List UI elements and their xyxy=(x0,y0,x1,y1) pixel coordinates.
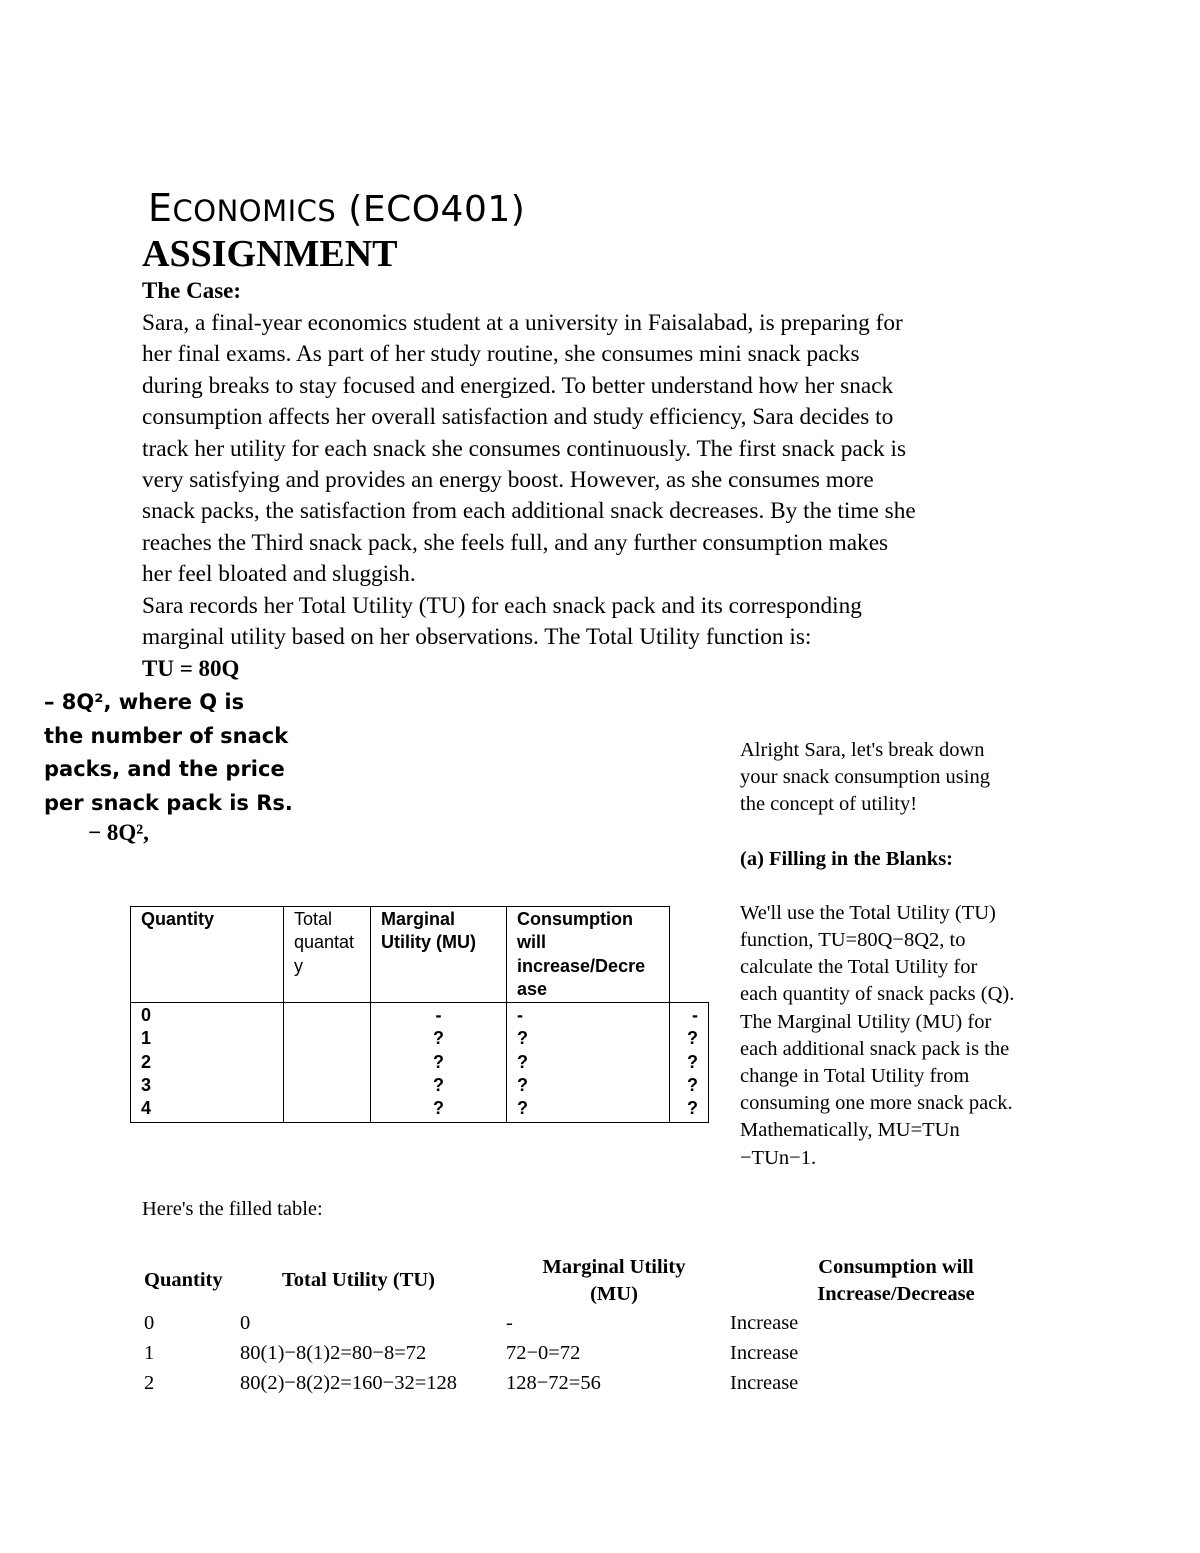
case-line: very satisfying and provides an energy boost. However, as she consumes more xyxy=(142,467,874,494)
intro-line: your snack consumption using xyxy=(740,766,990,789)
case-line: marginal utility based on her observations. The Total Utility function is: xyxy=(142,624,812,651)
side-note-line: – 8Q², where Q is xyxy=(44,690,245,714)
table-row-q: 2 xyxy=(144,1372,155,1394)
case-heading: The Case: xyxy=(142,278,242,303)
explanation-column xyxy=(740,737,1070,1172)
table-row-mu: 72−0=72 xyxy=(506,1342,581,1364)
filled-header-tu: Total Utility (TU) xyxy=(282,1269,435,1291)
body-line: change in Total Utility from xyxy=(740,1065,970,1088)
case-line: Sara records her Total Utility (TU) for each snack pack and its corresponding xyxy=(142,592,862,619)
side-note xyxy=(44,686,293,820)
side-note-line: per snack pack is Rs. xyxy=(44,790,293,815)
side-note-line: the number of snack xyxy=(44,723,289,748)
side-tail: − 8Q², xyxy=(88,820,149,845)
body-line: The Marginal Utility (MU) for xyxy=(740,1010,992,1033)
total-column xyxy=(284,1003,371,1122)
header-consumption: Consumption will increase/Decre ase xyxy=(507,907,670,1003)
blank-utility-table xyxy=(130,906,709,1123)
table-row-tu: 80(2)−8(2)2=160−32=128 xyxy=(240,1372,458,1394)
table-row-mu: - xyxy=(506,1312,513,1334)
body-line: each quantity of snack packs (Q). xyxy=(740,983,1015,1006)
body-line: calculate the Total Utility for xyxy=(740,956,978,979)
intro-line: the concept of utility! xyxy=(740,793,918,816)
consumption-column: - ? ? ? ? xyxy=(507,1003,670,1122)
body-line: We'll use the Total Utility (TU) xyxy=(740,901,996,924)
side-note-line: packs, and the price xyxy=(44,757,285,781)
case-line: snack packs, the satisfaction from each additional snack decreases. By the time she xyxy=(142,498,916,525)
table-header-row xyxy=(131,907,709,1003)
table-body-row xyxy=(131,1003,709,1122)
table-row-q: 1 xyxy=(144,1342,155,1364)
body-line: each additional snack pack is the xyxy=(740,1037,1010,1060)
body-line: −TUn−1. xyxy=(740,1146,817,1169)
course-title: ECONOMICS (ECO401) xyxy=(148,186,526,230)
header-marginal: Marginal Utility (MU) xyxy=(371,907,507,1003)
table-row-tu: 0 xyxy=(240,1312,251,1334)
case-line: during breaks to stay focused and energized. To better understand how her snack xyxy=(142,372,894,399)
table-row-consumption: Increase xyxy=(730,1342,799,1364)
body-line: consuming one more snack pack. xyxy=(740,1092,1013,1115)
filled-table-intro: Here's the filled table: xyxy=(142,1198,323,1220)
table-row-q: 0 xyxy=(144,1312,155,1334)
case-line: Sara, a final-year economics student at a university in Faisalabad, is preparing for xyxy=(142,310,903,336)
filled-header-consumption: Consumption will Increase/Decrease xyxy=(817,1256,975,1305)
table-row-consumption: Increase xyxy=(730,1312,799,1334)
filled-header-mu: Marginal Utility (MU) xyxy=(542,1256,686,1305)
body-line: function, TU=80Q−8Q2, to xyxy=(740,929,966,952)
case-line: reaches the Third snack pack, she feels full, and any further consumption makes xyxy=(142,529,889,556)
table-row-mu: 128−72=56 xyxy=(506,1372,601,1394)
case-line: consumption affects her overall satisfaction and study efficiency, Sara decides to xyxy=(142,404,894,431)
quantity-column: 0 1 2 3 4 xyxy=(131,1003,284,1122)
table-row-consumption: Increase xyxy=(730,1372,799,1394)
case-line: her feel bloated and sluggish. xyxy=(142,561,416,588)
assignment-title: ASSIGNMENT xyxy=(142,233,398,275)
filled-header-quantity: Quantity xyxy=(144,1269,223,1291)
extra-column: - ? ? ? ? xyxy=(670,1003,709,1122)
marginal-column: - ? ? ? ? xyxy=(371,1003,507,1122)
header-quantity: Quantity xyxy=(131,907,284,1003)
intro-line: Alright Sara, let's break down xyxy=(740,739,985,761)
tu-function: TU = 80Q xyxy=(142,656,240,681)
case-line: track her utility for each snack she consumes continuously. The first snack pack is xyxy=(142,435,907,462)
header-total: Total quantat y xyxy=(284,907,371,1003)
case-line: her final exams. As part of her study routine, she consumes mini snack packs xyxy=(142,341,860,368)
header-extra xyxy=(670,907,709,1003)
section-heading: (a) Filling in the Blanks: xyxy=(740,847,954,870)
table-row-tu: 80(1)−8(1)2=80−8=72 xyxy=(240,1342,427,1364)
case-body xyxy=(142,308,1062,653)
body-line: Mathematically, MU=TUn xyxy=(740,1119,960,1142)
